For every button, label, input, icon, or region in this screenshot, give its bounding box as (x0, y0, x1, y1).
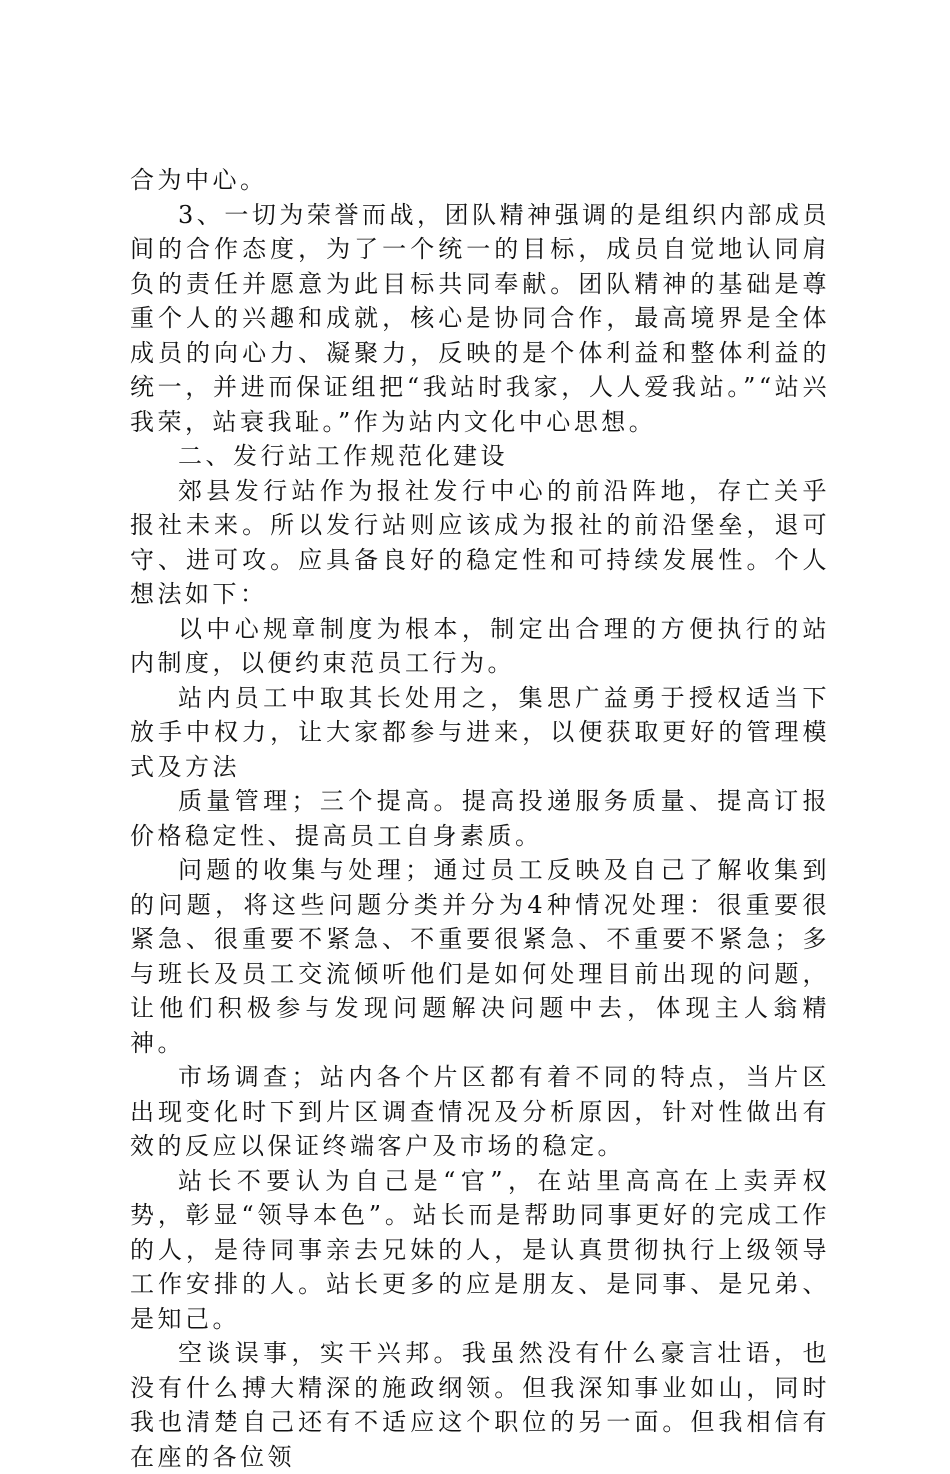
paragraph-continuation: 合为中心。 (130, 166, 268, 194)
paragraph-station-role: 郊县发行站作为报社发行中心的前沿阵地，存亡关乎报社未来。所以发行站则应该成为报社的前沿堡垒，退可守、进可攻。应具备良好的稳定性和可持续发展性。个人想法如下： (130, 476, 830, 608)
paragraph-team-spirit: 3、一切为荣誉而战，团队精神强调的是组织内部成员间的合作态度，为了一个统一的目标，成员自觉地认同肩负的责任并愿意为此目标共同奉献。团队精神的基础是尊重个人的兴趣和成就，核心是协同合作，最高境界是全体成员的向心力、凝聚力，反映的是个体利益和整体利益的统一，并进而保证组把“我站时我家，人人爱我站。”“站兴我荣，站衰我耻。”作为站内文化中心思想。 (130, 200, 830, 436)
paragraph-market: 市场调查；站内各个片区都有着不同的特点，当片区出现变化时下到片区调查情况及分析原因，针对性做出有效的反应以保证终端客户及市场的稳定。 (130, 1063, 830, 1160)
paragraph-closing: 空谈误事，实干兴邦。我虽然没有什么豪言壮语，也没有什么搏大精深的施政纲领。但我深知事业如山，同时我也清楚自己还有不适应这个职位的另一面。但我相信有在座的各位领 (130, 1339, 830, 1471)
paragraph-quality: 质量管理；三个提高。提高投递服务质量、提高订报价格稳定性、提高员工自身素质。 (130, 787, 830, 850)
section-heading-standardization: 二、发行站工作规范化建设 (178, 442, 508, 470)
paragraph-station-manager: 站长不要认为自己是“官”，在站里高高在上卖弄权势，彰显“领导本色”。站长而是帮助同事更好的完成工作的人，是待同事亲去兄妹的人，是认真贯彻执行上级领导工作安排的人。站长更多的应是朋友、是同事、是兄弟、是知己。 (130, 1166, 830, 1333)
document-body (130, 163, 830, 1474)
paragraph-rules: 以中心规章制度为根本，制定出合理的方便执行的站内制度，以便约束范员工行为。 (130, 614, 830, 677)
paragraph-problems: 问题的收集与处理；通过员工反映及自己了解收集到的问题，将这些问题分类并分为4种情况处理：很重要很紧急、很重要不紧急、不重要很紧急、不重要不紧急；多与班长及员工交流倾听他们是如何处理目前出现的问题，让他们积极参与发现问题解决问题中去，体现主人翁精神。 (130, 856, 830, 1057)
paragraph-delegation: 站内员工中取其长处用之，集思广益勇于授权适当下放手中权力，让大家都参与进来，以便获取更好的管理模式及方法 (130, 683, 830, 781)
